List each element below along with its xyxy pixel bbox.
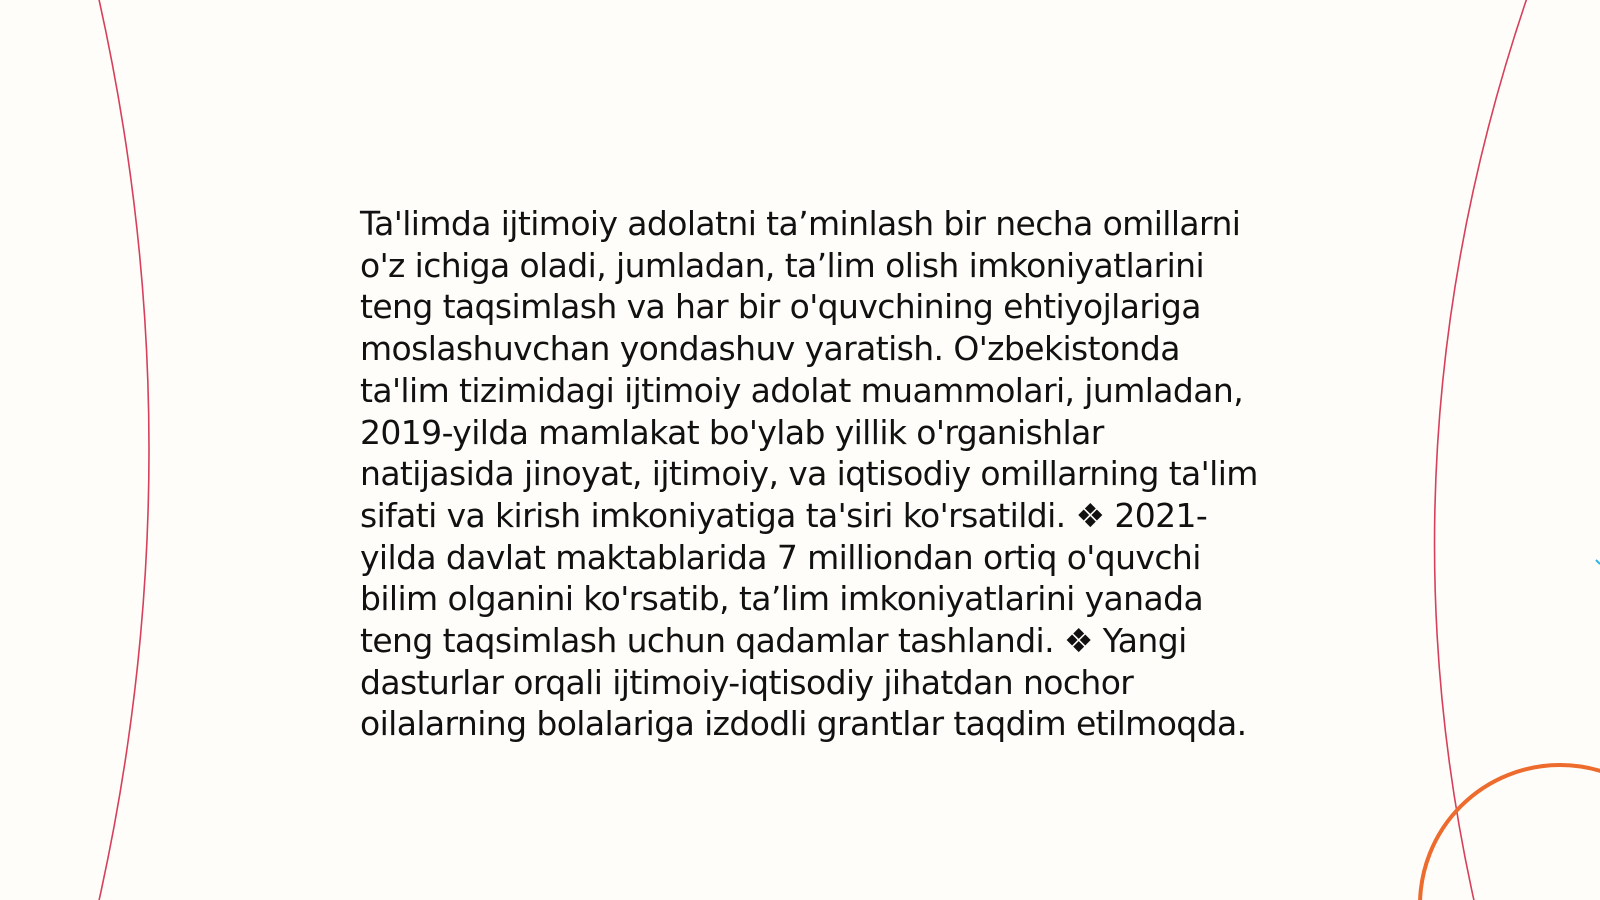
body-text: Ta'limda ijtimoiy adolatni ta’minlash bir necha omillarni o'z ichiga oladi, jumladan, ta’lim olish imkoniyatlarini teng taqsimlash va har bir o'quvchining ehtiyojlariga moslashuvchan yondashuv yaratish. O'zbekistonda ta'lim tizimidagi ijtimoiy adolat muammolari, jumladan, 2019-yilda mamlakat bo'ylab yillik o'rganishlar natijasida jinoyat, ijtimoiy, va iqtisodiy omillarning ta'lim sifati va kirish imkoniyatiga ta'siri ko'rsatildi. ❖ 2021-yilda davlat maktablarida 7 milliondan ortiq o'quvchi bilim olganini ko'rsatib, ta’lim imkoniyatlarini yanada teng taqsimlash uchun qadamlar tashlandi. ❖ Yangi dasturlar orqali ijtimoiy-iqtisodiy jihatdan nochor oilalarning bolalariga izdodli grantlar taqdim etilmoqda. xyxy=(360,204,1258,744)
cyan-mark xyxy=(1596,560,1600,564)
left-curve-line xyxy=(98,0,149,900)
right-curve-line xyxy=(1435,0,1528,900)
orange-circle-outline xyxy=(1420,765,1600,900)
